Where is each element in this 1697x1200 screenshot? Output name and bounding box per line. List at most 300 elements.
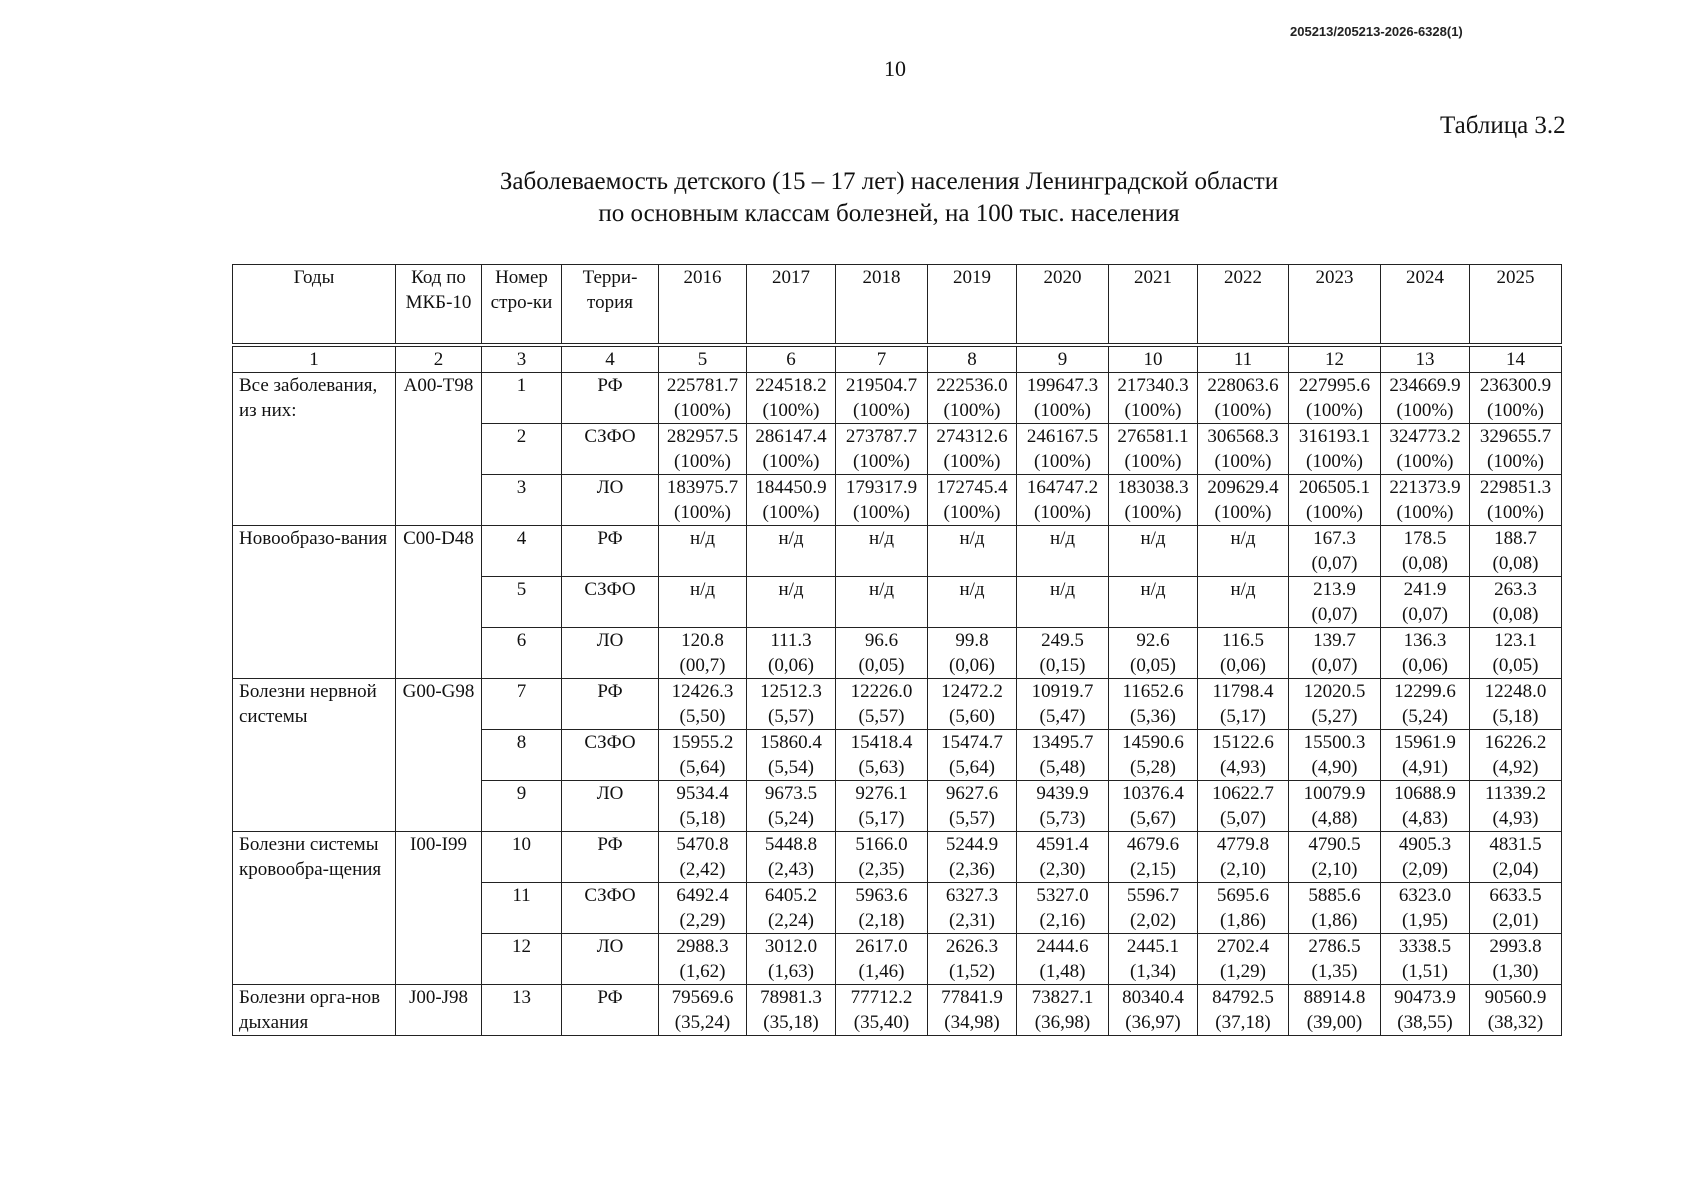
value-cell (659, 373, 747, 424)
rate-value: 234669.9 (1389, 375, 1461, 396)
share-value: (1,34) (1130, 961, 1176, 982)
value-cell (1198, 526, 1289, 577)
share-value: (5,28) (1130, 757, 1176, 778)
value-cell (1289, 832, 1381, 883)
share-value: (100%) (1034, 451, 1091, 472)
rate-value: 15961.9 (1394, 732, 1456, 753)
share-value: (5,60) (949, 706, 995, 727)
share-value: (4,90) (1311, 757, 1358, 778)
value-cell (1109, 526, 1198, 577)
rate-value: 225781.7 (666, 375, 739, 396)
value-cell (836, 832, 928, 883)
value-cell (1381, 832, 1470, 883)
rate-value: н/д (778, 528, 804, 549)
value-cell (1470, 373, 1562, 424)
share-value: (35,18) (763, 1012, 819, 1033)
column-number: 1 (233, 345, 396, 373)
value-cell (1470, 577, 1562, 628)
value-cell (659, 883, 747, 934)
share-value: (100%) (1214, 451, 1272, 472)
value-cell (1289, 985, 1381, 1036)
share-value: (100%) (674, 451, 731, 472)
value-cell (659, 628, 747, 679)
column-number: 2 (396, 345, 482, 373)
icd-code: G00-G98 (396, 679, 482, 832)
territory: ЛО (562, 781, 659, 832)
share-value: (5,57) (949, 808, 995, 829)
rate-value: 274312.6 (936, 426, 1008, 447)
header-year: 2018 (836, 265, 928, 346)
header-year: 2017 (747, 265, 836, 346)
share-value: (100%) (1124, 451, 1182, 472)
value-cell (928, 526, 1017, 577)
value-cell (836, 781, 928, 832)
share-value: (1,48) (1039, 961, 1086, 982)
value-cell (928, 475, 1017, 526)
value-cell (659, 781, 747, 832)
territory: СЗФО (562, 577, 659, 628)
rate-value: 246167.5 (1026, 426, 1099, 447)
value-cell (928, 832, 1017, 883)
share-value: (5,17) (1220, 706, 1266, 727)
share-value: (100%) (674, 400, 731, 421)
share-value: (100%) (762, 400, 820, 421)
value-cell (1381, 679, 1470, 730)
rate-value: 224518.2 (755, 375, 827, 396)
share-value: (5,57) (858, 706, 905, 727)
share-value: (35,40) (853, 1012, 910, 1033)
icd-code: I00-I99 (396, 832, 482, 985)
value-cell (1470, 424, 1562, 475)
rate-value: 12472.2 (941, 681, 1003, 702)
rate-value: н/д (1049, 528, 1076, 549)
value-cell (1289, 628, 1381, 679)
column-number: 6 (747, 345, 836, 373)
rate-value: 316193.1 (1298, 426, 1371, 447)
value-cell (1109, 781, 1198, 832)
rate-value: 11339.2 (1484, 783, 1547, 804)
document-id: 205213/205213-2026-6328(1) (1290, 24, 1463, 39)
value-cell (1109, 883, 1198, 934)
rate-value: 4831.5 (1489, 834, 1542, 855)
rate-value: 164747.2 (1026, 477, 1099, 498)
morbidity-table (232, 264, 1562, 1036)
value-cell (836, 526, 928, 577)
rate-value: 2626.3 (945, 936, 999, 957)
share-value: (5,27) (1311, 706, 1358, 727)
value-cell (659, 424, 747, 475)
table-row (233, 526, 1562, 577)
rate-value: 5470.8 (676, 834, 729, 855)
value-cell (1470, 781, 1562, 832)
share-value: (1,29) (1220, 961, 1266, 982)
rate-value: 2444.6 (1036, 936, 1089, 957)
rate-value: 11798.4 (1212, 681, 1274, 702)
share-value: (0,05) (1492, 655, 1539, 676)
title-line-1: Заболеваемость детского (15 – 17 лет) населения Ленинградской области (499, 168, 1279, 195)
rate-value: 10919.7 (1031, 681, 1094, 702)
share-value: (0,06) (949, 655, 995, 676)
value-cell (928, 628, 1017, 679)
territory: РФ (562, 985, 659, 1036)
share-value: (100%) (674, 502, 731, 523)
value-cell (928, 577, 1017, 628)
table-row (233, 679, 1562, 730)
share-value: (100%) (1034, 400, 1091, 421)
value-cell (1289, 883, 1381, 934)
share-value: (1,30) (1492, 961, 1539, 982)
share-value: (0,05) (1130, 655, 1176, 676)
rate-value: 5695.6 (1216, 885, 1270, 906)
value-cell (1109, 679, 1198, 730)
territory: РФ (562, 373, 659, 424)
value-cell (659, 475, 747, 526)
rate-value: 9276.1 (855, 783, 908, 804)
value-cell (1017, 934, 1109, 985)
header-year: 2024 (1381, 265, 1470, 346)
share-value: (0,08) (1492, 604, 1539, 625)
share-value: (100%) (1124, 400, 1182, 421)
value-cell (747, 628, 836, 679)
share-value: (100%) (762, 451, 820, 472)
rate-value: 6492.4 (676, 885, 729, 906)
rate-value: 213.9 (1313, 579, 1356, 600)
rate-value: 79569.6 (671, 987, 734, 1008)
share-value: (0,05) (858, 655, 905, 676)
value-cell (1381, 373, 1470, 424)
share-value: (2,10) (1311, 859, 1358, 880)
value-cell (747, 475, 836, 526)
share-value: (100%) (853, 502, 910, 523)
rate-value: 183038.3 (1117, 477, 1189, 498)
rate-value: 9673.5 (764, 783, 818, 804)
value-cell (1198, 577, 1289, 628)
column-number: 7 (836, 345, 928, 373)
share-value: (2,18) (858, 910, 905, 931)
share-value: (2,31) (949, 910, 995, 931)
rate-value: 4790.5 (1308, 834, 1361, 855)
value-cell (747, 424, 836, 475)
rate-value: 15122.6 (1212, 732, 1274, 753)
rate-value: 15474.7 (941, 732, 1003, 753)
rate-value: н/д (1230, 528, 1256, 549)
rate-value: 99.8 (955, 630, 989, 651)
value-cell (836, 985, 928, 1036)
header-year: 2020 (1017, 265, 1109, 346)
share-value: (100%) (943, 502, 1001, 523)
share-value: (5,47) (1039, 706, 1086, 727)
value-cell (1017, 679, 1109, 730)
rate-value: 77841.9 (941, 987, 1003, 1008)
value-cell (1109, 424, 1198, 475)
share-value: (0,07) (1402, 604, 1448, 625)
rate-value: 167.3 (1313, 528, 1356, 549)
value-cell (1109, 577, 1198, 628)
table-body (233, 373, 1562, 1036)
rate-value: 6405.2 (764, 885, 818, 906)
share-value: (1,62) (679, 961, 726, 982)
rate-value: 88914.8 (1303, 987, 1366, 1008)
rate-value: 96.6 (864, 630, 899, 651)
value-cell (1198, 424, 1289, 475)
share-value: (2,16) (1039, 910, 1086, 931)
value-cell (1198, 679, 1289, 730)
share-value: (4,93) (1220, 757, 1266, 778)
share-value: (2,02) (1130, 910, 1176, 931)
value-cell (1470, 985, 1562, 1036)
value-cell (1470, 475, 1562, 526)
share-value: (0,08) (1402, 553, 1448, 574)
value-cell (1109, 985, 1198, 1036)
value-cell (1289, 577, 1381, 628)
header-row (233, 265, 1562, 346)
share-value: (0,06) (1402, 655, 1448, 676)
rate-value: н/д (778, 579, 804, 600)
value-cell (659, 577, 747, 628)
share-value: (0,07) (1311, 553, 1358, 574)
territory: ЛО (562, 475, 659, 526)
share-value: (100%) (1306, 502, 1363, 523)
value-cell (747, 526, 836, 577)
share-value: (100%) (1124, 502, 1182, 523)
disease-class-name: Болезни нервной системы (233, 679, 396, 832)
rate-value: 12512.3 (760, 681, 822, 702)
share-value: (2,04) (1492, 859, 1539, 880)
share-value: (1,95) (1402, 910, 1448, 931)
share-value: (100%) (943, 451, 1001, 472)
column-number: 3 (482, 345, 562, 373)
share-value: (100%) (1214, 400, 1272, 421)
value-cell (928, 883, 1017, 934)
table-title (0, 166, 1697, 230)
share-value: (100%) (1487, 400, 1544, 421)
share-value: (0,07) (1311, 655, 1358, 676)
rate-value: 5166.0 (855, 834, 908, 855)
rate-value: 199647.3 (1026, 375, 1099, 396)
rate-value: 90473.9 (1394, 987, 1456, 1008)
territory: СЗФО (562, 730, 659, 781)
rate-value: 4679.6 (1126, 834, 1180, 855)
header-year: 2022 (1198, 265, 1289, 346)
page-number: 10 (884, 56, 906, 81)
row-number: 12 (482, 934, 562, 985)
row-number: 1 (482, 373, 562, 424)
share-value: (4,88) (1311, 808, 1358, 829)
rate-value: н/д (1140, 579, 1166, 600)
rate-value: 2993.8 (1489, 936, 1542, 957)
row-number: 10 (482, 832, 562, 883)
value-cell (836, 628, 928, 679)
value-cell (928, 781, 1017, 832)
value-cell (1017, 832, 1109, 883)
share-value: (2,15) (1130, 859, 1176, 880)
disease-class-name: Все заболевания, из них: (233, 373, 396, 526)
rate-value: 9534.4 (676, 783, 729, 804)
rate-value: 139.7 (1313, 630, 1356, 651)
share-value: (100%) (762, 502, 820, 523)
header-icd-code: Код по МКБ-10 (396, 265, 482, 346)
value-cell (836, 883, 928, 934)
rate-value: 6633.5 (1489, 885, 1542, 906)
share-value: (38,32) (1487, 1012, 1544, 1033)
rate-value: 4905.3 (1398, 834, 1452, 855)
share-value: (100%) (943, 400, 1001, 421)
table-row (233, 985, 1562, 1036)
value-cell (1017, 781, 1109, 832)
share-value: (4,92) (1492, 757, 1539, 778)
rate-value: 219504.7 (845, 375, 918, 396)
rate-value: 120.8 (681, 630, 724, 651)
value-cell (747, 883, 836, 934)
value-cell (747, 679, 836, 730)
value-cell (1198, 934, 1289, 985)
value-cell (1109, 628, 1198, 679)
rate-value: 184450.9 (755, 477, 827, 498)
disease-class-name: Болезни орга-нов дыхания (233, 985, 396, 1036)
column-number-row (233, 345, 1562, 373)
value-cell (1017, 730, 1109, 781)
value-cell (1289, 373, 1381, 424)
rate-value: 217340.3 (1117, 375, 1189, 396)
rate-value: 282957.5 (666, 426, 739, 447)
value-cell (1109, 373, 1198, 424)
title-line-2: по основным классам болезней, на 100 тыс. населения (598, 200, 1180, 227)
share-value: (5,24) (1402, 706, 1448, 727)
share-value: (5,18) (1492, 706, 1539, 727)
value-cell (1017, 628, 1109, 679)
value-cell (1381, 475, 1470, 526)
rate-value: 183975.7 (666, 477, 739, 498)
header-territory: Терри-тория (562, 265, 659, 346)
rate-value: 9439.9 (1036, 783, 1089, 804)
value-cell (1470, 628, 1562, 679)
share-value: (2,29) (679, 910, 726, 931)
value-cell (747, 934, 836, 985)
value-cell (747, 577, 836, 628)
share-value: (5,24) (768, 808, 814, 829)
value-cell (1289, 730, 1381, 781)
share-value: (5,64) (949, 757, 995, 778)
value-cell (928, 730, 1017, 781)
rate-value: 241.9 (1403, 579, 1447, 600)
table-row (233, 832, 1562, 883)
value-cell (1470, 934, 1562, 985)
share-value: (39,00) (1306, 1012, 1363, 1033)
share-value: (0,15) (1039, 655, 1086, 676)
value-cell (747, 781, 836, 832)
header-year: 2025 (1470, 265, 1562, 346)
rate-value: 90560.9 (1484, 987, 1547, 1008)
value-cell (1198, 730, 1289, 781)
share-value: (4,93) (1492, 808, 1539, 829)
value-cell (1198, 832, 1289, 883)
rate-value: н/д (959, 579, 985, 600)
rate-value: 10376.4 (1122, 783, 1184, 804)
share-value: (2,35) (858, 859, 905, 880)
share-value: (38,55) (1397, 1012, 1453, 1033)
rate-value: н/д (868, 579, 895, 600)
column-number: 9 (1017, 345, 1109, 373)
value-cell (659, 679, 747, 730)
header-year: 2023 (1289, 265, 1381, 346)
rate-value: 236300.9 (1479, 375, 1552, 396)
share-value: (5,48) (1039, 757, 1086, 778)
share-value: (100%) (1306, 451, 1363, 472)
share-value: (1,86) (1311, 910, 1358, 931)
share-value: (100%) (853, 451, 910, 472)
value-cell (836, 577, 928, 628)
value-cell (1198, 373, 1289, 424)
value-cell (1109, 832, 1198, 883)
share-value: (2,43) (768, 859, 814, 880)
value-cell (836, 424, 928, 475)
value-cell (747, 373, 836, 424)
share-value: (2,24) (768, 910, 814, 931)
rate-value: 263.3 (1494, 579, 1537, 600)
rate-value: 15955.2 (671, 732, 734, 753)
value-cell (928, 934, 1017, 985)
value-cell (1198, 985, 1289, 1036)
share-value: (5,63) (858, 757, 905, 778)
share-value: (1,35) (1311, 961, 1358, 982)
value-cell (1381, 781, 1470, 832)
rate-value: н/д (959, 528, 985, 549)
share-value: (5,50) (679, 706, 726, 727)
rate-value: 14590.6 (1122, 732, 1184, 753)
share-value: (2,42) (679, 859, 726, 880)
share-value: (4,83) (1402, 808, 1448, 829)
rate-value: 13495.7 (1031, 732, 1094, 753)
value-cell (659, 934, 747, 985)
value-cell (1289, 475, 1381, 526)
row-number: 5 (482, 577, 562, 628)
share-value: (1,46) (858, 961, 905, 982)
value-cell (1289, 679, 1381, 730)
share-value: (35,24) (674, 1012, 731, 1033)
rate-value: 276581.1 (1117, 426, 1189, 447)
value-cell (928, 985, 1017, 1036)
share-value: (100%) (1396, 502, 1454, 523)
value-cell (1381, 424, 1470, 475)
rate-value: н/д (1230, 579, 1256, 600)
rate-value: н/д (689, 528, 716, 549)
rate-value: 15860.4 (760, 732, 822, 753)
share-value: (5,64) (679, 757, 726, 778)
rate-value: 12248.0 (1484, 681, 1547, 702)
rate-value: 5244.9 (945, 834, 999, 855)
rate-value: 12226.0 (850, 681, 913, 702)
value-cell (1470, 679, 1562, 730)
share-value: (37,18) (1215, 1012, 1271, 1033)
row-number: 13 (482, 985, 562, 1036)
icd-code: J00-J98 (396, 985, 482, 1036)
rate-value: 10079.9 (1303, 783, 1366, 804)
icd-code: A00-T98 (396, 373, 482, 526)
share-value: (2,36) (949, 859, 995, 880)
share-value: (2,01) (1492, 910, 1539, 931)
share-value: (5,17) (858, 808, 905, 829)
territory: РФ (562, 526, 659, 577)
rate-value: 2617.0 (855, 936, 908, 957)
share-value: (4,91) (1402, 757, 1448, 778)
row-number: 4 (482, 526, 562, 577)
rate-value: 15418.4 (850, 732, 913, 753)
rate-value: 92.6 (1136, 630, 1170, 651)
rate-value: 5596.7 (1126, 885, 1180, 906)
rate-value: 209629.4 (1207, 477, 1279, 498)
column-number: 4 (562, 345, 659, 373)
share-value: (0,06) (768, 655, 814, 676)
